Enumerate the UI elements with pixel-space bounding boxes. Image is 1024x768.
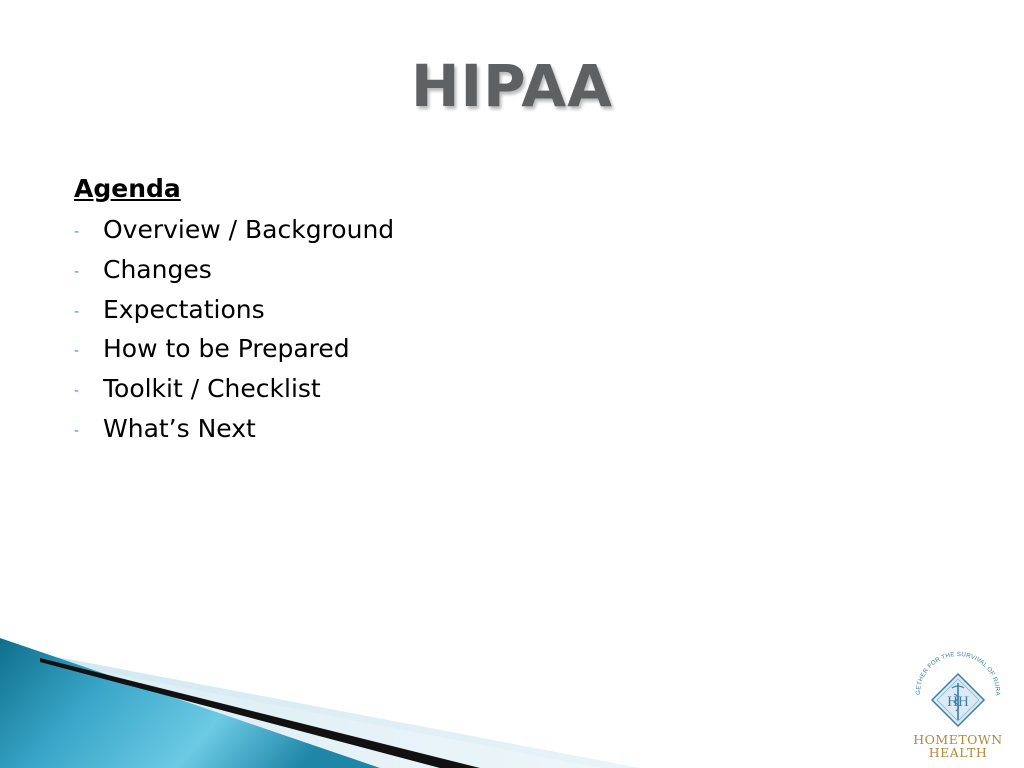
agenda-item [74,212,774,252]
agenda-item [74,331,774,371]
agenda-item [74,371,774,411]
dash-bullet-icon: - [74,263,80,280]
agenda-section [74,172,774,451]
agenda-item [74,411,774,451]
logo-emblem-icon [908,650,1008,732]
slide-title: HIPAA [410,52,614,120]
dash-bullet-icon: - [74,224,80,240]
agenda-item-text: Expectations [103,294,265,324]
dash-bullet-icon: - [74,422,80,439]
agenda-item-text: Toolkit / Checklist [103,374,321,404]
agenda-item [74,252,774,292]
logo-name-line1: HOMETOWN [913,732,1003,747]
dash-bullet-icon: - [74,343,80,360]
agenda-heading: Agenda [74,174,181,203]
agenda-item-text: What’s Next [103,413,256,443]
logo-arc-text: GETHER FOR THE SURVIVAL OF RURA [914,650,1002,696]
dash-bullet-icon: - [74,383,80,400]
agenda-item-text: How to be Prepared [103,334,350,364]
dash-bullet-icon: - [74,303,80,320]
hometown-health-logo [908,650,1008,762]
agenda-item-text: Changes [103,254,212,284]
agenda-list [74,212,774,451]
logo-monogram: HH [947,694,969,710]
agenda-item [74,292,774,332]
agenda-item-text: Overview / Background [103,215,395,244]
decorative-swoosh [0,638,640,768]
logo-name-line2: HEALTH [928,745,988,760]
